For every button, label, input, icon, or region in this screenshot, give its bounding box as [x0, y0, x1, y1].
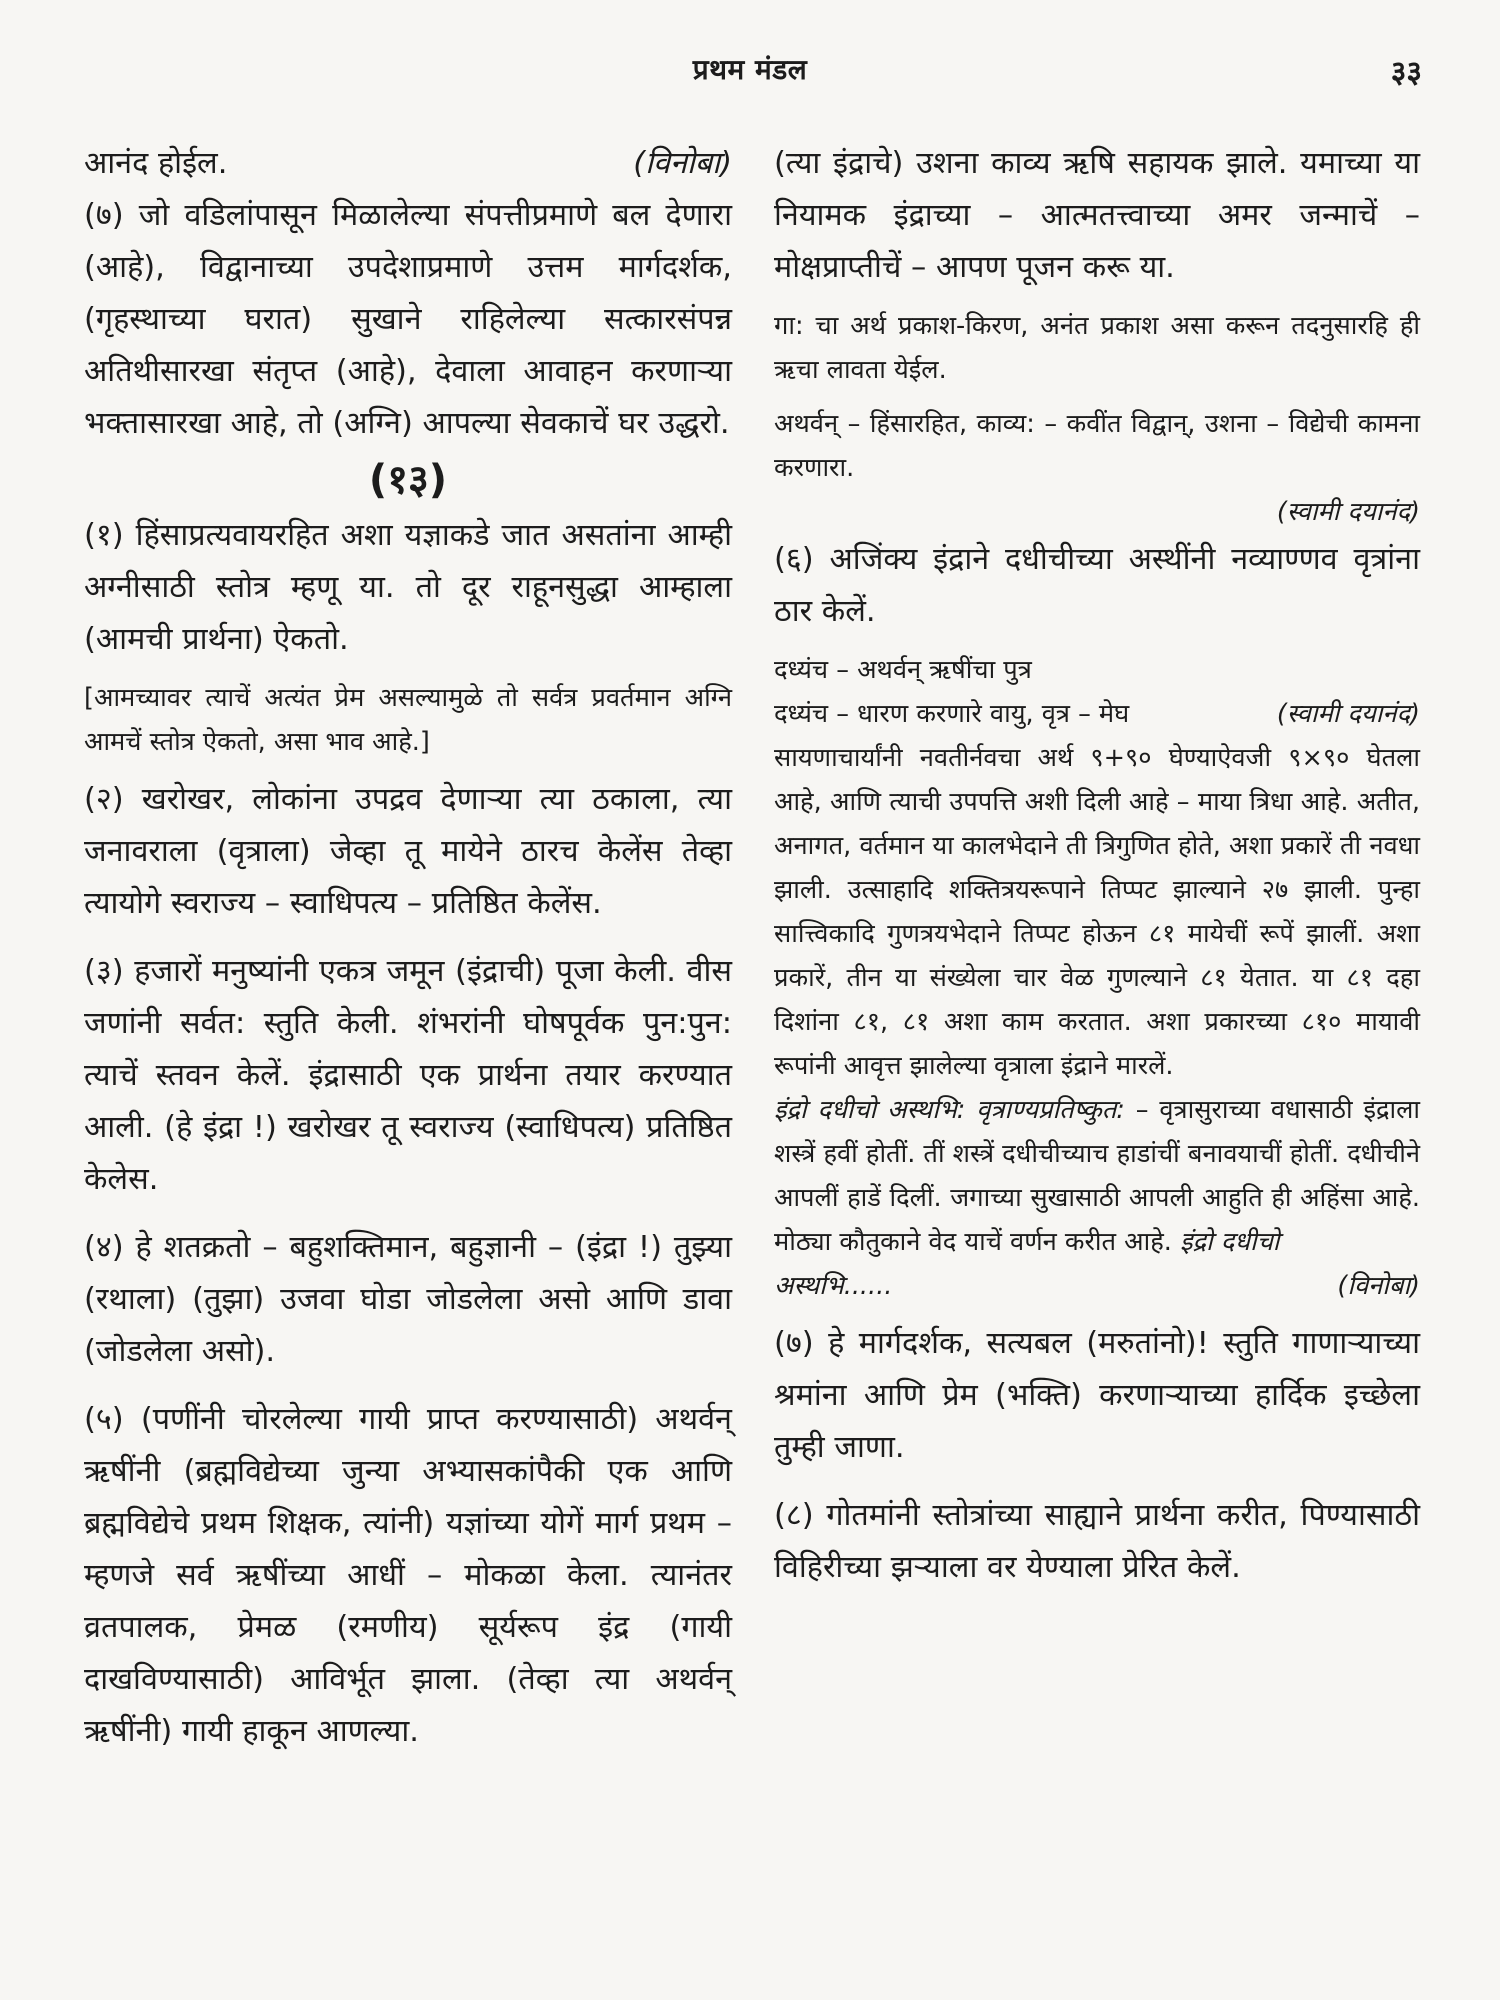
citation-dayanand: (स्वामी दयानंद): [1276, 497, 1420, 527]
note-gaah-meaning: गा: चा अर्थ प्रकाश-किरण, अनंत प्रकाश असा करून तदनुसारहि ही ऋचा लावता येईल.: [774, 311, 1420, 385]
verse-1-translation: (१) हिंसाप्रत्यवायरहित अशा यज्ञाकडे जात असतांना आम्ही अग्नीसाठी स्तोत्र म्हणू या. तो दूर राहूनसुद्धा आम्हाला (आमची प्रार्थना) ऐकतो.: [84, 518, 732, 657]
quoted-mantra: इंद्रो दधीचो अस्थभि: वृत्राण्यप्रतिष्कुत:: [774, 1095, 1125, 1125]
left-column: [84, 138, 732, 1758]
note-dadhyanch-1: दध्यंच – अथर्वन् ऋषींचा पुत्र: [774, 655, 1032, 685]
quoted-mantra-end: अस्थभि......: [774, 1271, 893, 1301]
verse-3-translation: (३) हजारों मनुष्यांनी एकत्र जमून (इंद्राची) पूजा केली. वीस जणांनी सर्वत: स्तुति केली. शंभरांनी घोषपूर्वक पुन:पुन: त्याचें स्तवन केलें. इंद्रासाठी एक प्रार्थना तयार करण्यात आली. (हे इंद्रा !) खरोखर तू स्वराज्य (स्वाधिपत्य) प्रतिष्ठित केलेस.: [84, 954, 732, 1197]
note-atharvan-citation-row: [774, 490, 1420, 534]
verse-2-translation: (२) खरोखर, लोकांना उपद्रव देणाऱ्या त्या ठकाला, त्या जनावराला (वृत्राला) जेव्हा तू मायेने ठारच केलेंस तेव्हा त्यायोगे स्वराज्य – स्वाधिपत्य – प्रतिष्ठित केलेंस.: [84, 782, 732, 921]
page-number: ३३: [1390, 55, 1422, 90]
page-header: [0, 50, 1500, 100]
right-column: [774, 138, 1420, 1594]
note-sayana-explanation: सायणाचार्यांनी नवतीर्नवचा अर्थ ९+९० घेण्याऐवजी ९×९० घेतला आहे, आणि त्याची उपपत्ति अशी दिली आहे – माया त्रिधा आहे. अतीत, अनागत, वर्तमान या कालभेदाने ती त्रिगुणित होते, अशा प्रकारें ती नवधा झाली. उत्साहादि शक्तित्रयरूपाने तिप्पट झाल्याने २७ झाली. पुन्हा सात्त्विकादि गुणत्रयभेदाने तिप्पट होऊन ८१ मायेचीं रूपें झालीं. अशा प्रकारें, तीन या संख्येला चार वेळ गुणल्याने ८१ येतात. या ८१ दहा दिशांना ८१, ८१ अशा काम करतात. अशा प्रकारच्या ८१० मायावी रूपांनी आवृत्त झालेल्या वृत्राला इंद्राने मारलें.: [774, 743, 1420, 1081]
commentary-end-row: [774, 1264, 1420, 1308]
verse-6-translation: (६) अजिंक्य इंद्राने दधीचीच्या अस्थींनी नव्याण्णव वृत्रांना ठार केलें.: [774, 542, 1420, 629]
citation-vinoba: (विनोबा): [633, 146, 732, 181]
citation-dayanand-2: (स्वामी दयानंद): [1276, 699, 1420, 729]
citation-vinoba-2: (विनोबा): [1337, 1271, 1420, 1301]
note-dadhyanch-2-row: [774, 692, 1420, 736]
running-title: प्रथम मंडल: [692, 53, 808, 86]
note-vinoba-commentary: [774, 1088, 1420, 1264]
continuation-text: आनंद होईल.: [84, 146, 228, 181]
verse-5-continuation: (त्या इंद्राचे) उशना काव्य ऋषि सहायक झाले. यमाच्या या नियामक इंद्राच्या – आत्मतत्त्वाच्या अमर जन्माचें – मोक्षप्राप्तीचें – आपण पूजन करू या.: [774, 146, 1420, 285]
verse-7-hymn-13: (७) हे मार्गदर्शक, सत्यबल (मरुतांनो)! स्तुति गाणाऱ्याच्या श्रमांना आणि प्रेम (भक्ति) करणाऱ्याच्या हार्दिक इच्छेला तुम्ही जाणा.: [774, 1326, 1420, 1465]
quoted-mantra-tail: इंद्रो दधीचो: [1180, 1227, 1280, 1257]
hymn-number-heading: (१३): [368, 457, 448, 503]
commentary-text: – वृत्रासुराच्या वधासाठी इंद्राला शस्त्रें हवीं होतीं. तीं शस्त्रें दधीचीच्याच हाडांचीं बनावयाचीं होतीं. दधीचीने आपलीं हाडें दिलीं. जगाच्या सुखासाठी आपली आहुति ही अहिंसा आहे. मोठ्या कौतुकाने वेद याचें वर्णन करीत आहे.: [774, 1095, 1420, 1257]
verse-1-note: [आमच्यावर त्याचें अत्यंत प्रेम असल्यामुळे तो सर्वत्र प्रवर्तमान अग्नि आमचें स्तोत्र ऐकतो, असा भाव आहे.]: [84, 683, 732, 757]
verse-7-translation: (७) जो वडिलांपासून मिळालेल्या संपत्तीप्रमाणे बल देणारा (आहे), विद्वानाच्या उपदेशाप्रमाणे उत्तम मार्गदर्शक, (गृहस्थाच्या घरात) सुखाने राहिलेल्या सत्कारसंपन्न अतिथीसारखा संतृप्त (आहे), देवाला आवाहन करणाऱ्या भक्तासारखा आहे, तो (अग्नि) आपल्या सेवकाचें घर उद्धरो.: [84, 198, 732, 441]
verse-8-hymn-13: (८) गोतमांनी स्तोत्रांच्या साह्याने प्रार्थना करीत, पिण्यासाठी विहिरीच्या झऱ्याला वर येण्याला प्रेरित केलें.: [774, 1498, 1420, 1585]
verse-4-translation: (४) हे शतक्रतो – बहुशक्तिमान, बहुज्ञानी – (इंद्रा !) तुझ्या (रथाला) (तुझा) उजवा घोडा जोडलेला असो आणि डावा (जोडलेला असो).: [84, 1230, 732, 1369]
verse-5-translation: (५) (पणींनी चोरलेल्या गायी प्राप्त करण्यासाठी) अथर्वन् ऋषींनी (ब्रह्मविद्येच्या जुन्या अभ्यासकांपैकी एक आणि ब्रह्मविद्येचे प्रथम शिक्षक, त्यांनी) यज्ञांच्या योगें मार्ग प्रथम – म्हणजे सर्व ऋषींच्या आधीं – मोकळा केला. त्यानंतर व्रतपालक, प्रेमळ (रमणीय) सूर्यरूप इंद्र (गायी दाखविण्यासाठी) आविर्भूत झाला. (तेव्हा त्या अथर्वन् ऋषींनी) गायी हाकून आणल्या.: [84, 1402, 732, 1749]
continuation-line: [84, 138, 732, 190]
note-dadhyanch-2: दध्यंच – धारण करणारे वायु, वृत्र – मेघ: [774, 699, 1130, 729]
note-atharvan-meaning: अथर्वन् – हिंसारहित, काव्य: – कवींत विद्वान्, उशना – विद्येची कामना करणारा.: [774, 409, 1420, 483]
